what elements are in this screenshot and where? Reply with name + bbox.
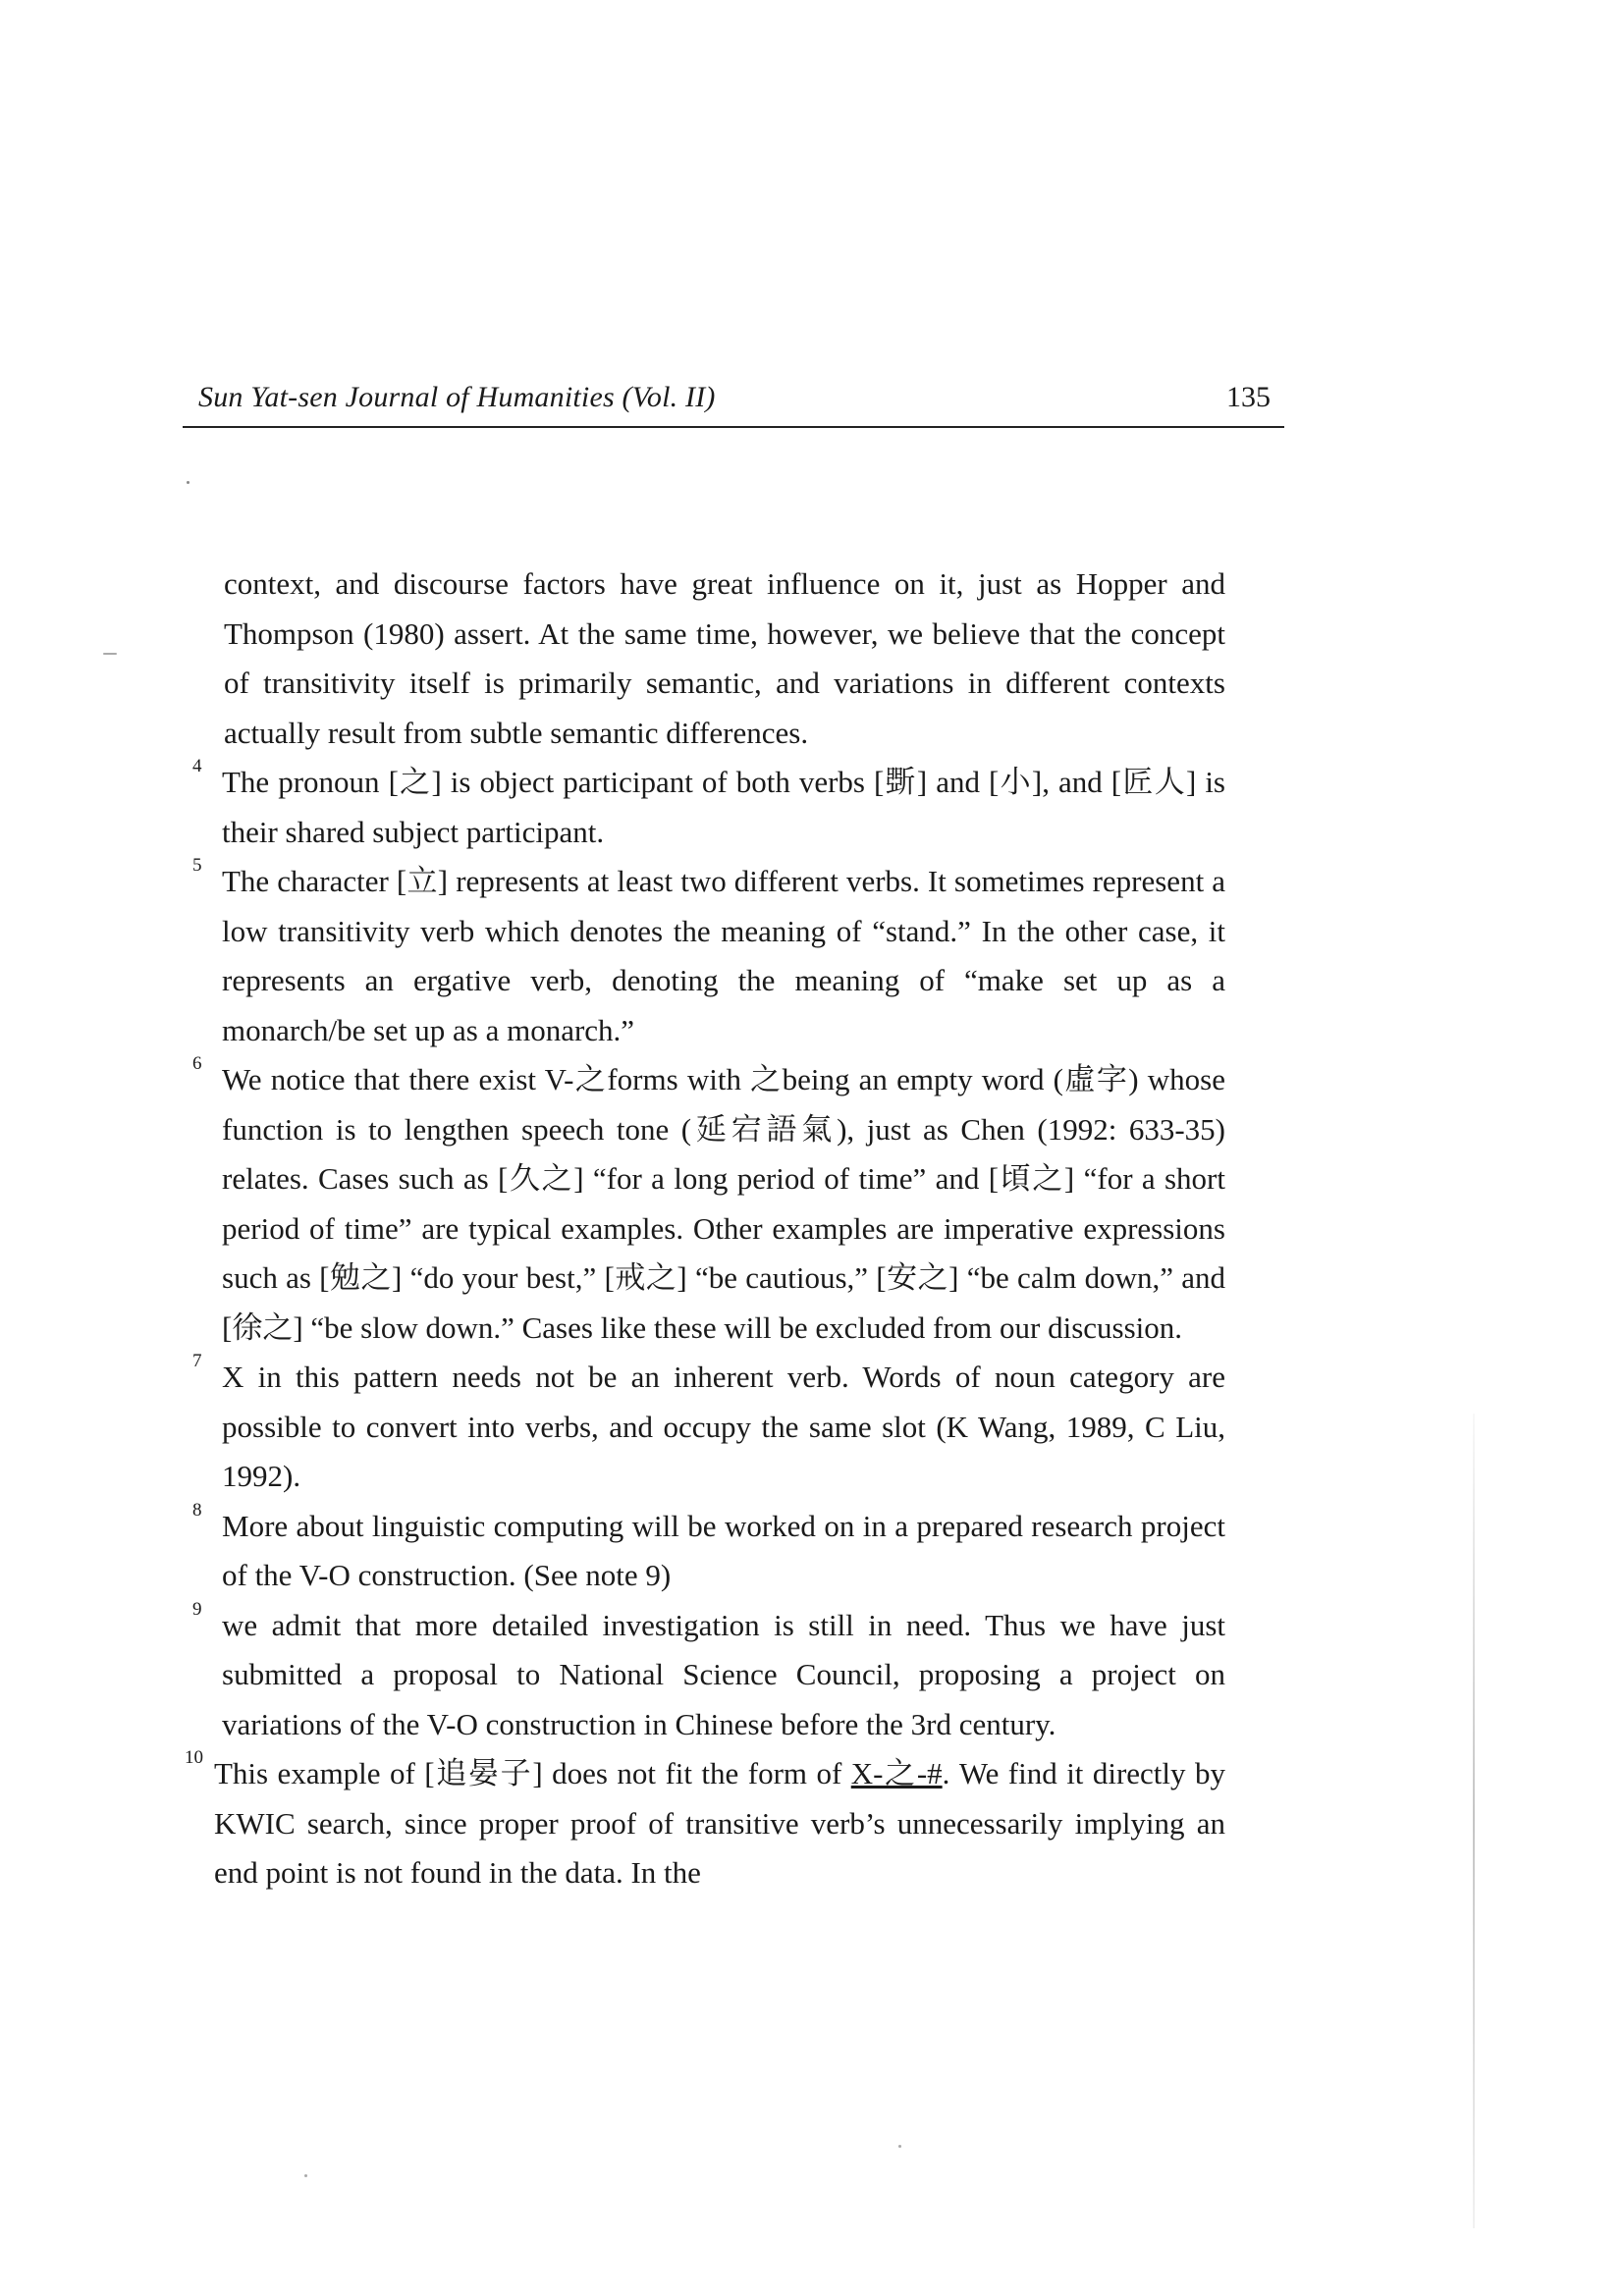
note-text: we admit that more detailed investigation is still in need. Thus we have just submitted a proposal to National Science Council, proposing a project on variations of the V-O construction in Chinese before the 3rd century.: [222, 1607, 1225, 1741]
note-number: 6: [192, 1053, 202, 1074]
note-number: 8: [192, 1499, 202, 1521]
note-text: The character [立] represents at least two different verbs. It sometimes represent a low transitivity verb which denotes the meaning of “stand.” In the other case, it represents an ergative verb, denoting the meaning of “make set up as a monarch/be set up as a monarch.”: [222, 864, 1225, 1047]
scan-speck: [898, 2145, 901, 2148]
note-text: The pronoun [之] is object participant of both verbs [斲] and [小], and [匠人] is their shared subject participant.: [222, 765, 1225, 849]
note-text-before: This example of [追晏子] does not fit the form of: [214, 1756, 851, 1790]
scan-speck: [187, 481, 189, 484]
note-7: [192, 1353, 1225, 1502]
pattern-form: X-之-#: [850, 1756, 943, 1790]
note-number: 9: [192, 1598, 202, 1620]
page-number: 135: [1226, 381, 1271, 413]
note-8: [192, 1499, 1225, 1601]
continuation-paragraph: context, and discourse factors have great influence on it, just as Hopper and Thompson (1980) assert. At the same time, however, we believe that the concept of transitivity itself is primarily semantic, and variations in different contexts actually result from subtle semantic differences.: [224, 566, 1225, 750]
journal-title: Sun Yat-sen Journal of Humanities (Vol. II): [198, 381, 716, 413]
body-text: [224, 560, 1225, 758]
note-number: 10: [185, 1747, 203, 1768]
note-number: 5: [192, 855, 202, 876]
note-number: 7: [192, 1351, 202, 1371]
scan-speck: [304, 2174, 307, 2177]
note-5: [192, 857, 1225, 1055]
endnotes: [185, 756, 1225, 1898]
running-head: [183, 379, 1284, 428]
note-text: More about linguistic computing will be worked on in a prepared research project of the V-O construction. (See note 9): [222, 1508, 1225, 1592]
note-9: [192, 1598, 1225, 1750]
note-text: X in this pattern needs not be an inherent verb. Words of noun category are possible to convert into verbs, and occupy the same slot (K Wang, 1989, C Liu, 1992).: [222, 1360, 1225, 1493]
note-4: [192, 758, 1225, 857]
note-text-after: . We find it directly by KWIC search, since proper proof of transitive verb’s unnecessarily implying an end point is not found in the data. In the: [214, 1756, 1225, 1890]
scan-edge-artifact: [1473, 1414, 1475, 2228]
note-text: We notice that there exist V-之forms with 之being an empty word (虛字) whose function is to lengthen speech tone (延宕語氣), just as Chen (1992: 633-35) relates. Cases such as [久之] “for a long period of time” and [頃之] “for a short period of time” are typical examples. Other examples are imperative expressions such as [勉之] “do your best,” [戒之] “be cautious,” [安之] “be calm down,” and [徐之] “be slow down.” Cases like these will be excluded from our discussion.: [222, 1062, 1225, 1345]
note-6: [192, 1055, 1225, 1353]
scan-speck: [103, 653, 117, 655]
note-number: 4: [192, 756, 202, 776]
note-10: [185, 1747, 1225, 1898]
